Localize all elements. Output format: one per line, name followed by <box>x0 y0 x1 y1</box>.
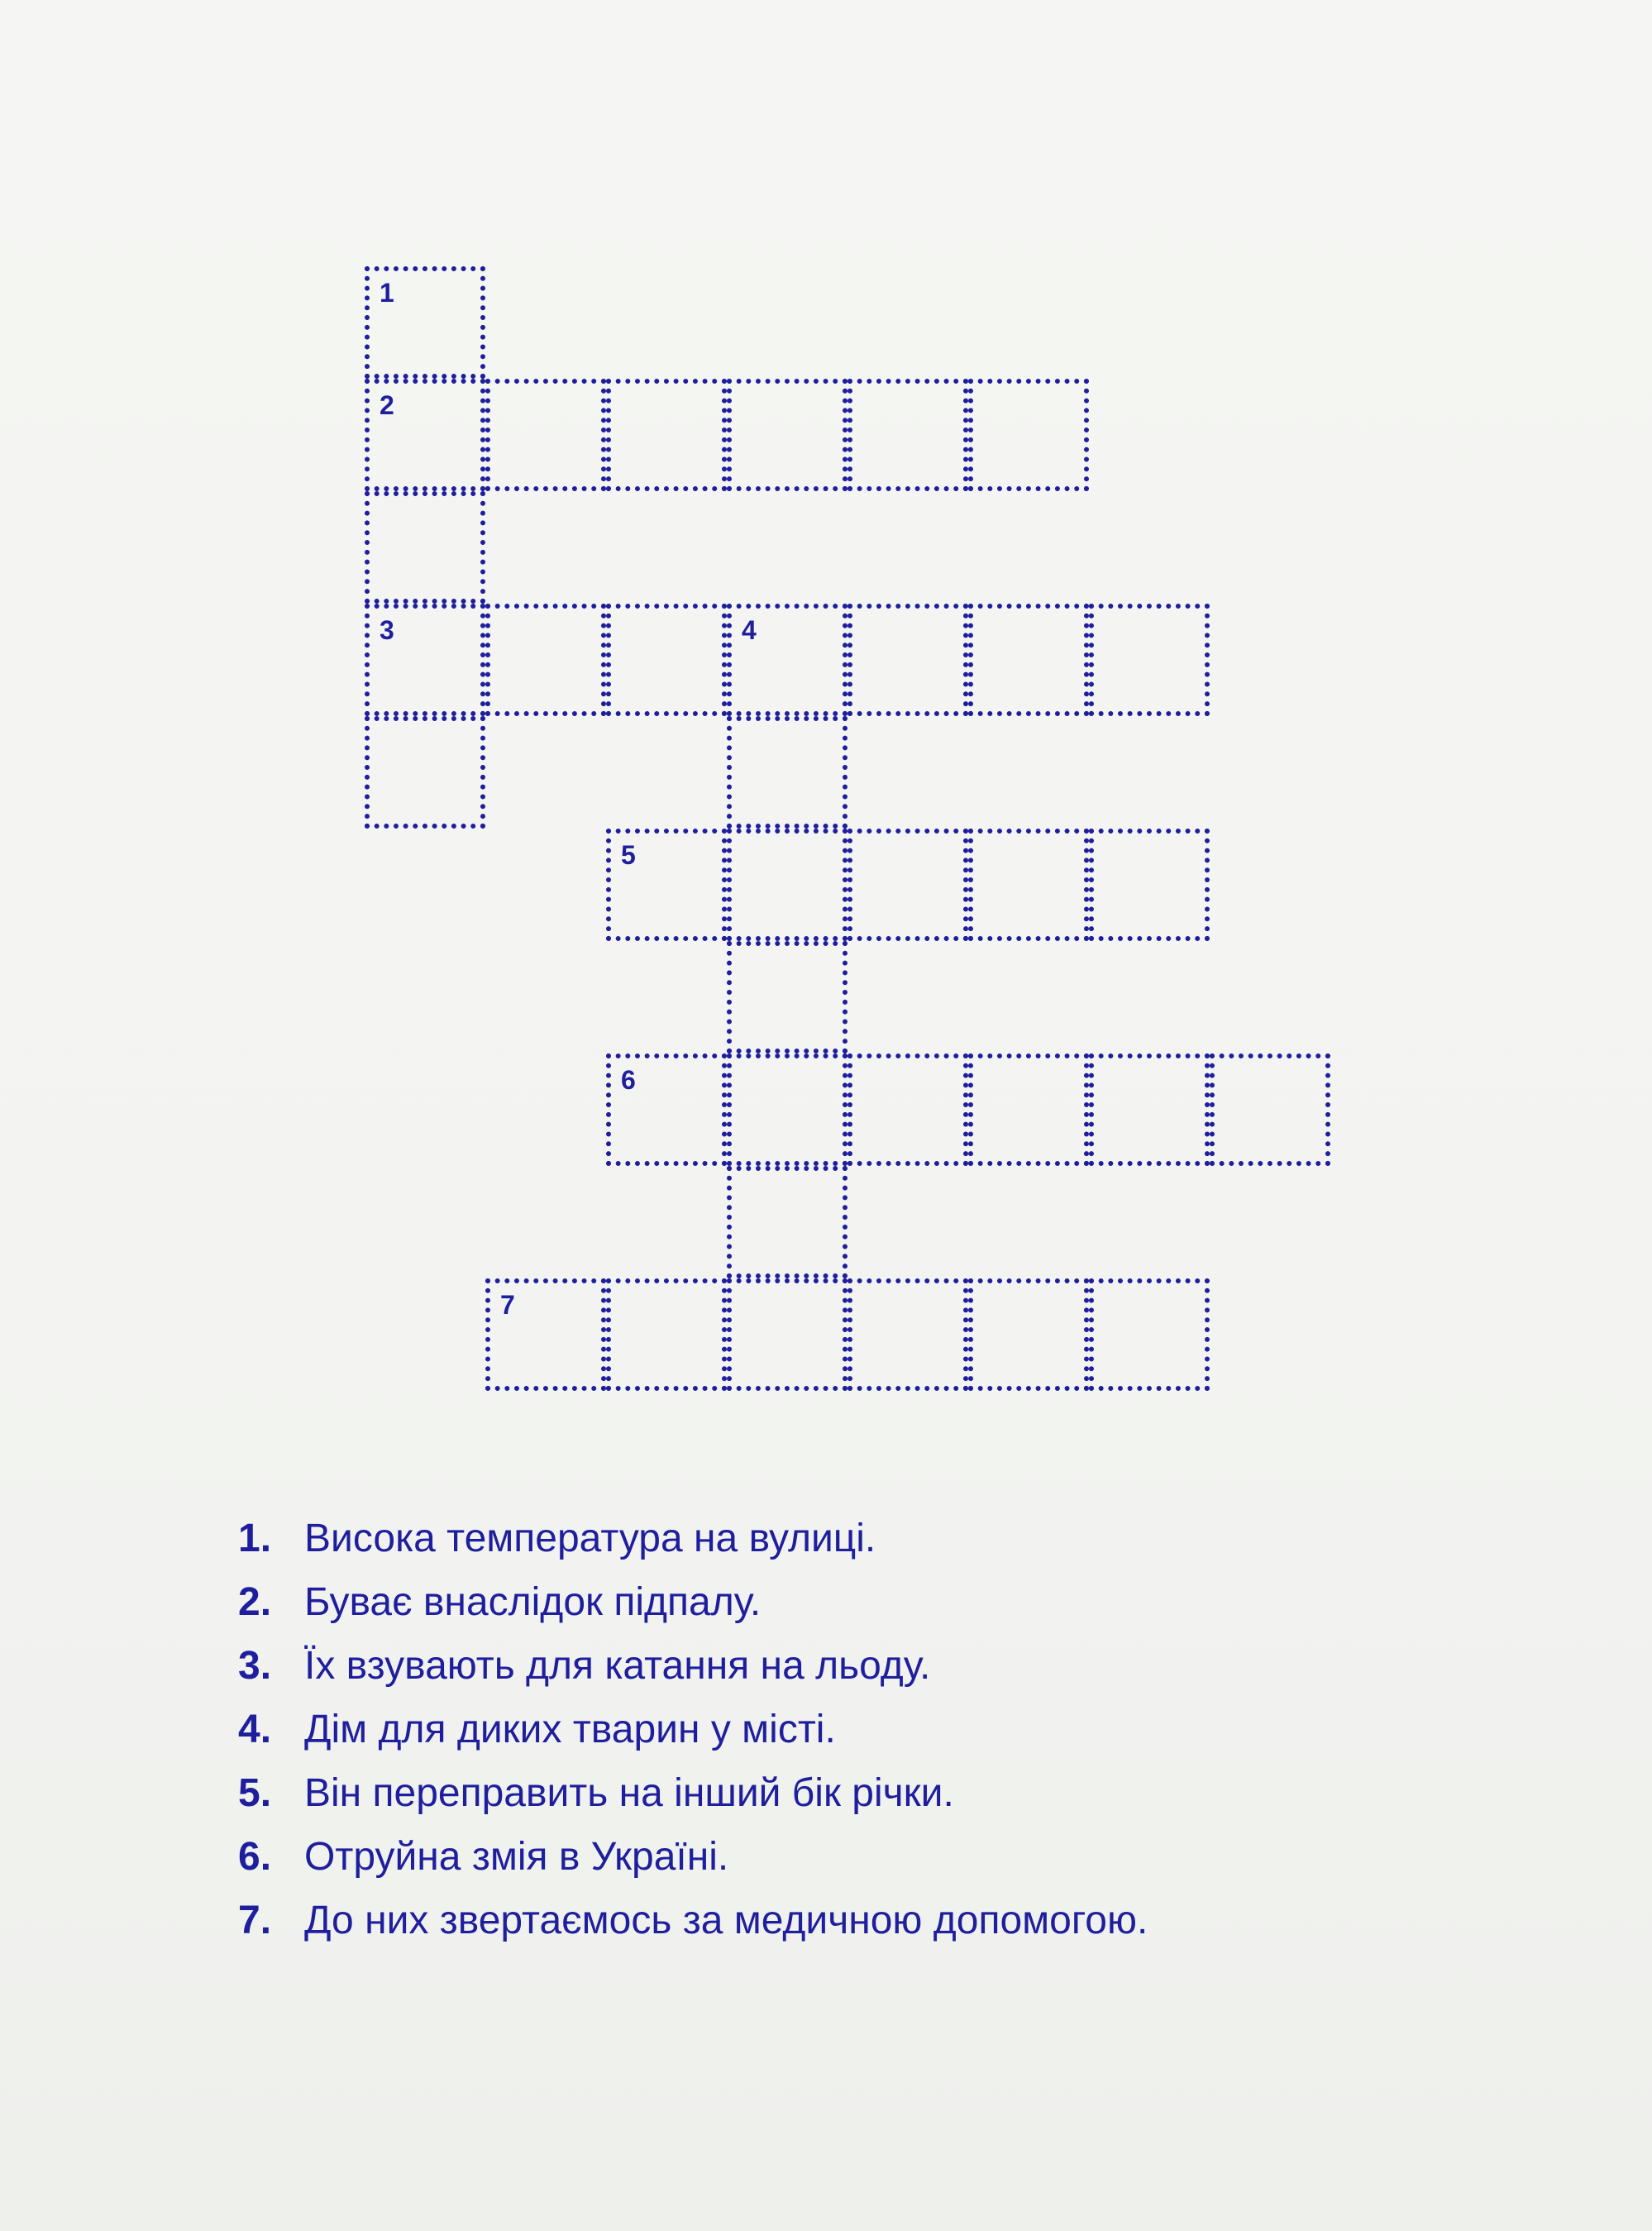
crossword-cell[interactable] <box>365 266 485 379</box>
crossword-cell[interactable] <box>485 604 606 716</box>
clue-number: 5. <box>238 1771 272 1815</box>
crossword-cell[interactable] <box>847 1053 968 1166</box>
crossword-cell[interactable] <box>847 604 968 716</box>
crossword-cell[interactable] <box>1089 1278 1210 1391</box>
clue-text: До них звертаємось за медичною допомогою. <box>304 1899 1148 1942</box>
cell-number: 6 <box>621 1065 636 1095</box>
crossword-cell[interactable] <box>727 716 847 829</box>
cell-number: 3 <box>380 615 394 645</box>
clue-item <box>238 1698 1602 1761</box>
clues-list <box>238 1507 1602 1952</box>
crossword-cell[interactable] <box>606 379 727 491</box>
crossword-cell[interactable] <box>727 379 847 491</box>
crossword-cell[interactable] <box>968 829 1089 941</box>
clue-item <box>238 1761 1602 1825</box>
clue-text: Буває внаслідок підпалу. <box>304 1580 762 1624</box>
crossword-cell[interactable] <box>1089 829 1210 941</box>
crossword-cell[interactable] <box>847 1278 968 1391</box>
crossword-cell[interactable] <box>1089 1053 1210 1166</box>
crossword-cell[interactable] <box>727 1166 847 1278</box>
clue-number: 6. <box>238 1835 272 1879</box>
clue-number: 7. <box>238 1899 272 1942</box>
cell-number: 1 <box>380 278 394 308</box>
cell-number: 2 <box>380 390 394 420</box>
crossword-cell[interactable] <box>727 941 847 1053</box>
clue-item <box>238 1570 1602 1634</box>
crossword-cell[interactable] <box>606 1053 727 1166</box>
crossword-cell[interactable] <box>365 604 485 716</box>
crossword-cell[interactable] <box>485 379 606 491</box>
crossword-cell[interactable] <box>727 1278 847 1391</box>
cell-number: 7 <box>500 1290 515 1320</box>
clue-text: Їх взувають для катання на льоду. <box>304 1644 931 1688</box>
clue-item <box>238 1889 1602 1952</box>
crossword-cell[interactable] <box>727 604 847 716</box>
crossword-cell[interactable] <box>968 1278 1089 1391</box>
crossword-cell[interactable] <box>727 829 847 941</box>
clue-number: 3. <box>238 1644 272 1688</box>
clue-item <box>238 1825 1602 1889</box>
clue-text: Висока температура на вулиці. <box>304 1517 876 1560</box>
clue-number: 1. <box>238 1517 272 1560</box>
clue-text: Дім для диких тварин у місті. <box>304 1708 836 1751</box>
cell-number: 4 <box>742 615 757 645</box>
clue-text: Він переправить на інший бік річки. <box>304 1771 954 1815</box>
crossword-cell[interactable] <box>606 604 727 716</box>
crossword-cell[interactable] <box>968 604 1089 716</box>
clue-text: Отруйна змія в Україні. <box>304 1835 729 1879</box>
cell-number: 5 <box>621 840 636 870</box>
crossword-cell[interactable] <box>847 829 968 941</box>
crossword-cell[interactable] <box>606 1278 727 1391</box>
crossword-cell[interactable] <box>485 1278 606 1391</box>
crossword-cell[interactable] <box>365 379 485 491</box>
crossword-cell[interactable] <box>365 491 485 604</box>
crossword-cell[interactable] <box>365 716 485 829</box>
crossword-cell[interactable] <box>1210 1053 1330 1166</box>
crossword-cell[interactable] <box>968 379 1089 491</box>
crossword-cell[interactable] <box>847 379 968 491</box>
clue-number: 4. <box>238 1708 272 1751</box>
crossword-cell[interactable] <box>727 1053 847 1166</box>
clue-item <box>238 1507 1602 1570</box>
crossword-cell[interactable] <box>968 1053 1089 1166</box>
crossword-cell[interactable] <box>606 829 727 941</box>
clue-number: 2. <box>238 1580 272 1624</box>
crossword-cell[interactable] <box>1089 604 1210 716</box>
clue-item <box>238 1634 1602 1698</box>
